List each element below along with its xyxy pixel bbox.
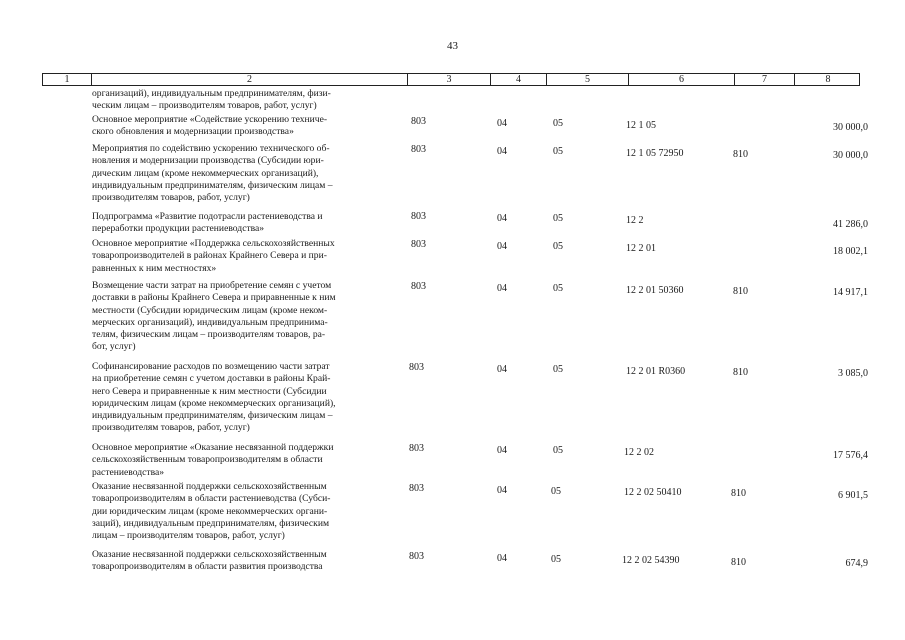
row-col3: 803 xyxy=(411,116,426,127)
row-col6: 12 2 01 R0360 xyxy=(626,366,686,377)
row-col5: 05 xyxy=(553,241,563,252)
row-col6: 12 1 05 72950 xyxy=(626,148,684,159)
row-col6: 12 2 01 50360 xyxy=(626,285,684,296)
row-name: Оказание несвязанной поддержки сельскохозяйственным товаропроизводителям в области растениеводства (Субси- дии юридическим лицам (кроме некоммерческих органи- заций), индивидуальным предпринимателям, физическим лицам – производителям товаров, работ, услуг) xyxy=(92,481,331,542)
row-col8: 17 576,4 xyxy=(833,450,868,461)
row-col3: 803 xyxy=(411,211,426,222)
row-name: Софинансирование расходов по возмещению части затрат на приобретение семян с учетом доставки в районы Край- него Севера и приравненные к ним местности (Субсидии юридическим лицам (кроме некоммерческих организаций), индивидуальным предпринимателям, физическим лицам – производителям товаров, работ, услуг) xyxy=(92,361,336,434)
header-col-7: 7 xyxy=(734,74,794,85)
row-col4: 04 xyxy=(497,283,507,294)
row-col6: 12 2 02 xyxy=(624,447,654,458)
row-col5: 05 xyxy=(553,213,563,224)
row-col3: 803 xyxy=(411,144,426,155)
row-col3: 803 xyxy=(409,551,424,562)
header-col-6: 6 xyxy=(628,74,734,85)
header-col-5: 5 xyxy=(546,74,628,85)
row-col7: 810 xyxy=(733,367,748,378)
row-col3: 803 xyxy=(409,483,424,494)
row-col5: 05 xyxy=(553,445,563,456)
row-col8: 14 917,1 xyxy=(833,287,868,298)
row-col6: 12 1 05 xyxy=(626,120,656,131)
row-col5: 05 xyxy=(553,283,563,294)
row-col7: 810 xyxy=(731,557,746,568)
row-col8: 41 286,0 xyxy=(833,219,868,230)
row-col4: 04 xyxy=(497,213,507,224)
row-col6: 12 2 02 50410 xyxy=(624,487,682,498)
row-name: Подпрограмма «Развитие подотрасли растениеводства и переработки продукции растениеводства» xyxy=(92,211,323,235)
row-name: Основное мероприятие «Поддержка сельскохозяйственных товаропроизводителей в районах Крайнего Севера и при- равненных к ним местностях» xyxy=(92,238,335,274)
row-col8: 6 901,5 xyxy=(838,490,868,501)
row-col6: 12 2 xyxy=(626,215,644,226)
row-col6: 12 2 01 xyxy=(626,243,656,254)
row-col4: 04 xyxy=(497,364,507,375)
row-col3: 803 xyxy=(409,362,424,373)
row-col4: 04 xyxy=(497,485,507,496)
row-col5: 05 xyxy=(551,486,561,497)
header-col-8: 8 xyxy=(794,74,861,85)
row-col4: 04 xyxy=(497,553,507,564)
row-col3: 803 xyxy=(411,281,426,292)
row-col4: 04 xyxy=(497,118,507,129)
header-col-3: 3 xyxy=(407,74,490,85)
table-header xyxy=(42,73,860,86)
row-col4: 04 xyxy=(497,445,507,456)
header-col-2: 2 xyxy=(91,74,407,85)
row-col8: 18 002,1 xyxy=(833,246,868,257)
row-name: Мероприятия по содействию ускорению технического об- новления и модернизации производства (Субсидии юри- дическим лицам (кроме некоммерческих организаций), индивидуальным предпринимателям, физическим лицам – производителям товаров, работ, услуг) xyxy=(92,143,333,204)
row-col7: 810 xyxy=(733,149,748,160)
row-col8: 674,9 xyxy=(845,558,868,569)
row-col8: 30 000,0 xyxy=(833,150,868,161)
row-col7: 810 xyxy=(731,488,746,499)
row-col5: 05 xyxy=(553,146,563,157)
page-number: 43 xyxy=(447,40,458,52)
row-col8: 30 000,0 xyxy=(833,122,868,133)
row-name: Возмещение части затрат на приобретение семян с учетом доставки в районы Крайнего Севера и приравненные к ним местности (Субсидии юридическим лицам (кроме неком- мерческих организаций), индивидуальным предпринима- телям, физическим лицам – производителям товаров, ра- бот, услуг) xyxy=(92,280,336,353)
row-col8: 3 085,0 xyxy=(838,368,868,379)
row-col5: 05 xyxy=(553,364,563,375)
row-col6: 12 2 02 54390 xyxy=(622,555,680,566)
continued-row-text: организаций), индивидуальным предпринимателям, физи- ческим лицам – производителям товаров, работ, услуг) xyxy=(92,88,331,112)
row-col4: 04 xyxy=(497,241,507,252)
row-col3: 803 xyxy=(409,443,424,454)
row-col3: 803 xyxy=(411,239,426,250)
row-col7: 810 xyxy=(733,286,748,297)
header-col-1: 1 xyxy=(64,74,70,85)
row-col5: 05 xyxy=(551,554,561,565)
header-col-4: 4 xyxy=(490,74,546,85)
row-col5: 05 xyxy=(553,118,563,129)
row-name: Оказание несвязанной поддержки сельскохозяйственным товаропроизводителям в области развития производства xyxy=(92,549,327,573)
row-name: Основное мероприятие «Оказание несвязанной поддержки сельскохозяйственным товаропроизводителям в области растениеводства» xyxy=(92,442,334,478)
row-name: Основное мероприятие «Содействие ускорению техниче- ского обновления и модернизации производства» xyxy=(92,114,328,138)
row-col4: 04 xyxy=(497,146,507,157)
